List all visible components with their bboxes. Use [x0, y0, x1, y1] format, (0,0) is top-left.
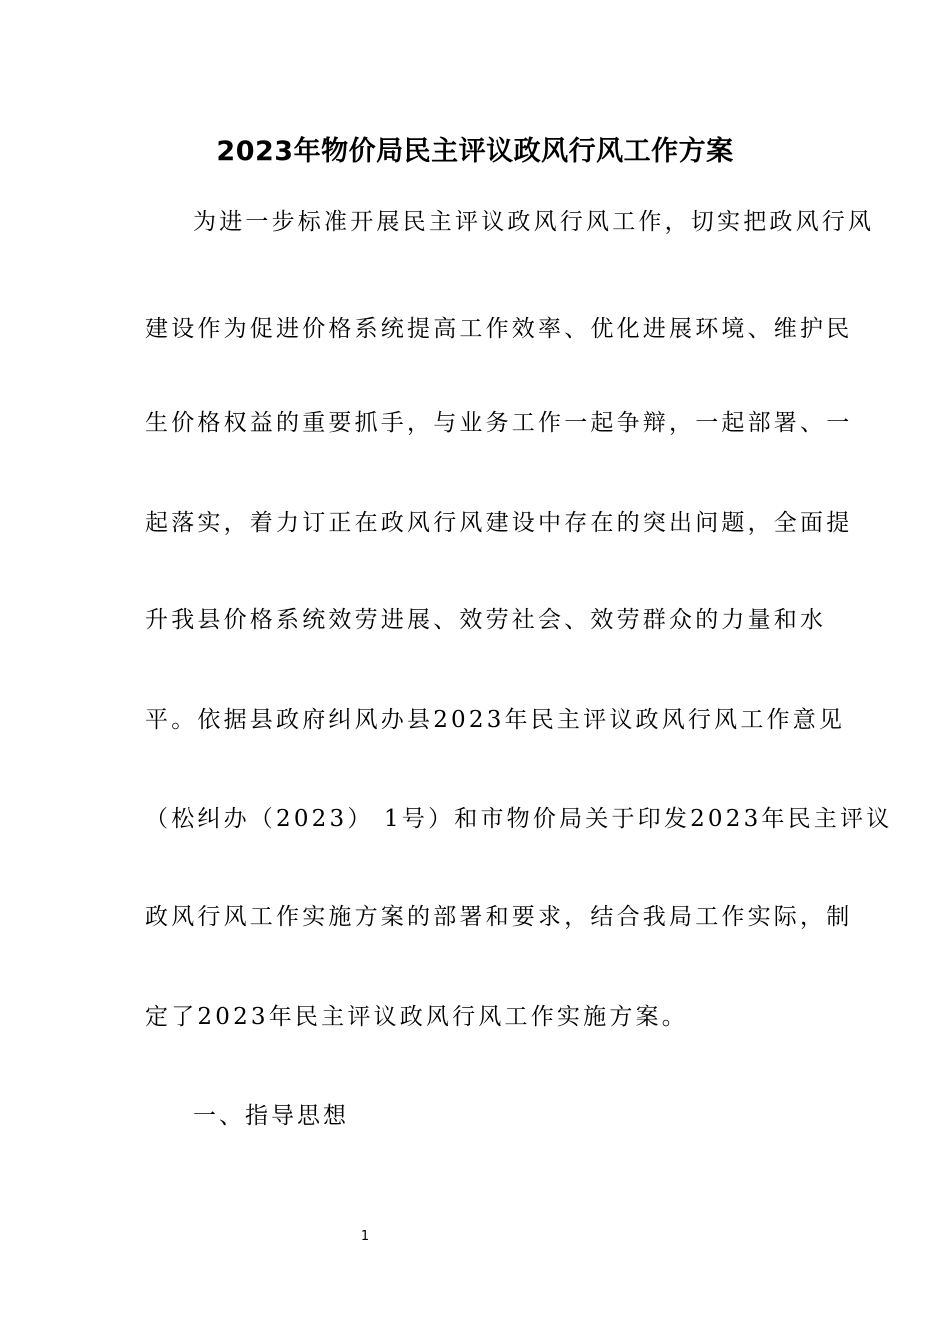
- paragraph-line: 生价格权益的重要抓手，与业务工作一起争辩，一起部署、一: [145, 410, 853, 436]
- paragraph-line: 起落实，着力订正在政风行风建设中存在的突出问题，全面提: [145, 510, 853, 536]
- paragraph-line: 定了2023年民主评议政风行风工作实施方案。: [145, 1004, 688, 1030]
- document-title: 2023年物价局民主评议政风行风工作方案: [216, 136, 734, 167]
- paragraph-line: （松纠办（2023） 1号）和市物价局关于印发2023年民主评议: [145, 806, 893, 832]
- section-heading: 一、指导思想: [193, 1103, 349, 1129]
- page-number: 1: [360, 1229, 370, 1244]
- paragraph-line: 为进一步标准开展民主评议政风行风工作，切实把政风行风: [193, 209, 875, 235]
- paragraph-line: 平。依据县政府纠风办县2023年民主评议政风行风工作意见: [145, 707, 846, 733]
- paragraph-line: 升我县价格系统效劳进展、效劳社会、效劳群众的力量和水: [145, 607, 827, 633]
- paragraph-line: 建设作为促进价格系统提高工作效率、优化进展环境、维护民: [145, 316, 853, 342]
- paragraph-line: 政风行风工作实施方案的部署和要求，结合我局工作实际，制: [145, 904, 853, 930]
